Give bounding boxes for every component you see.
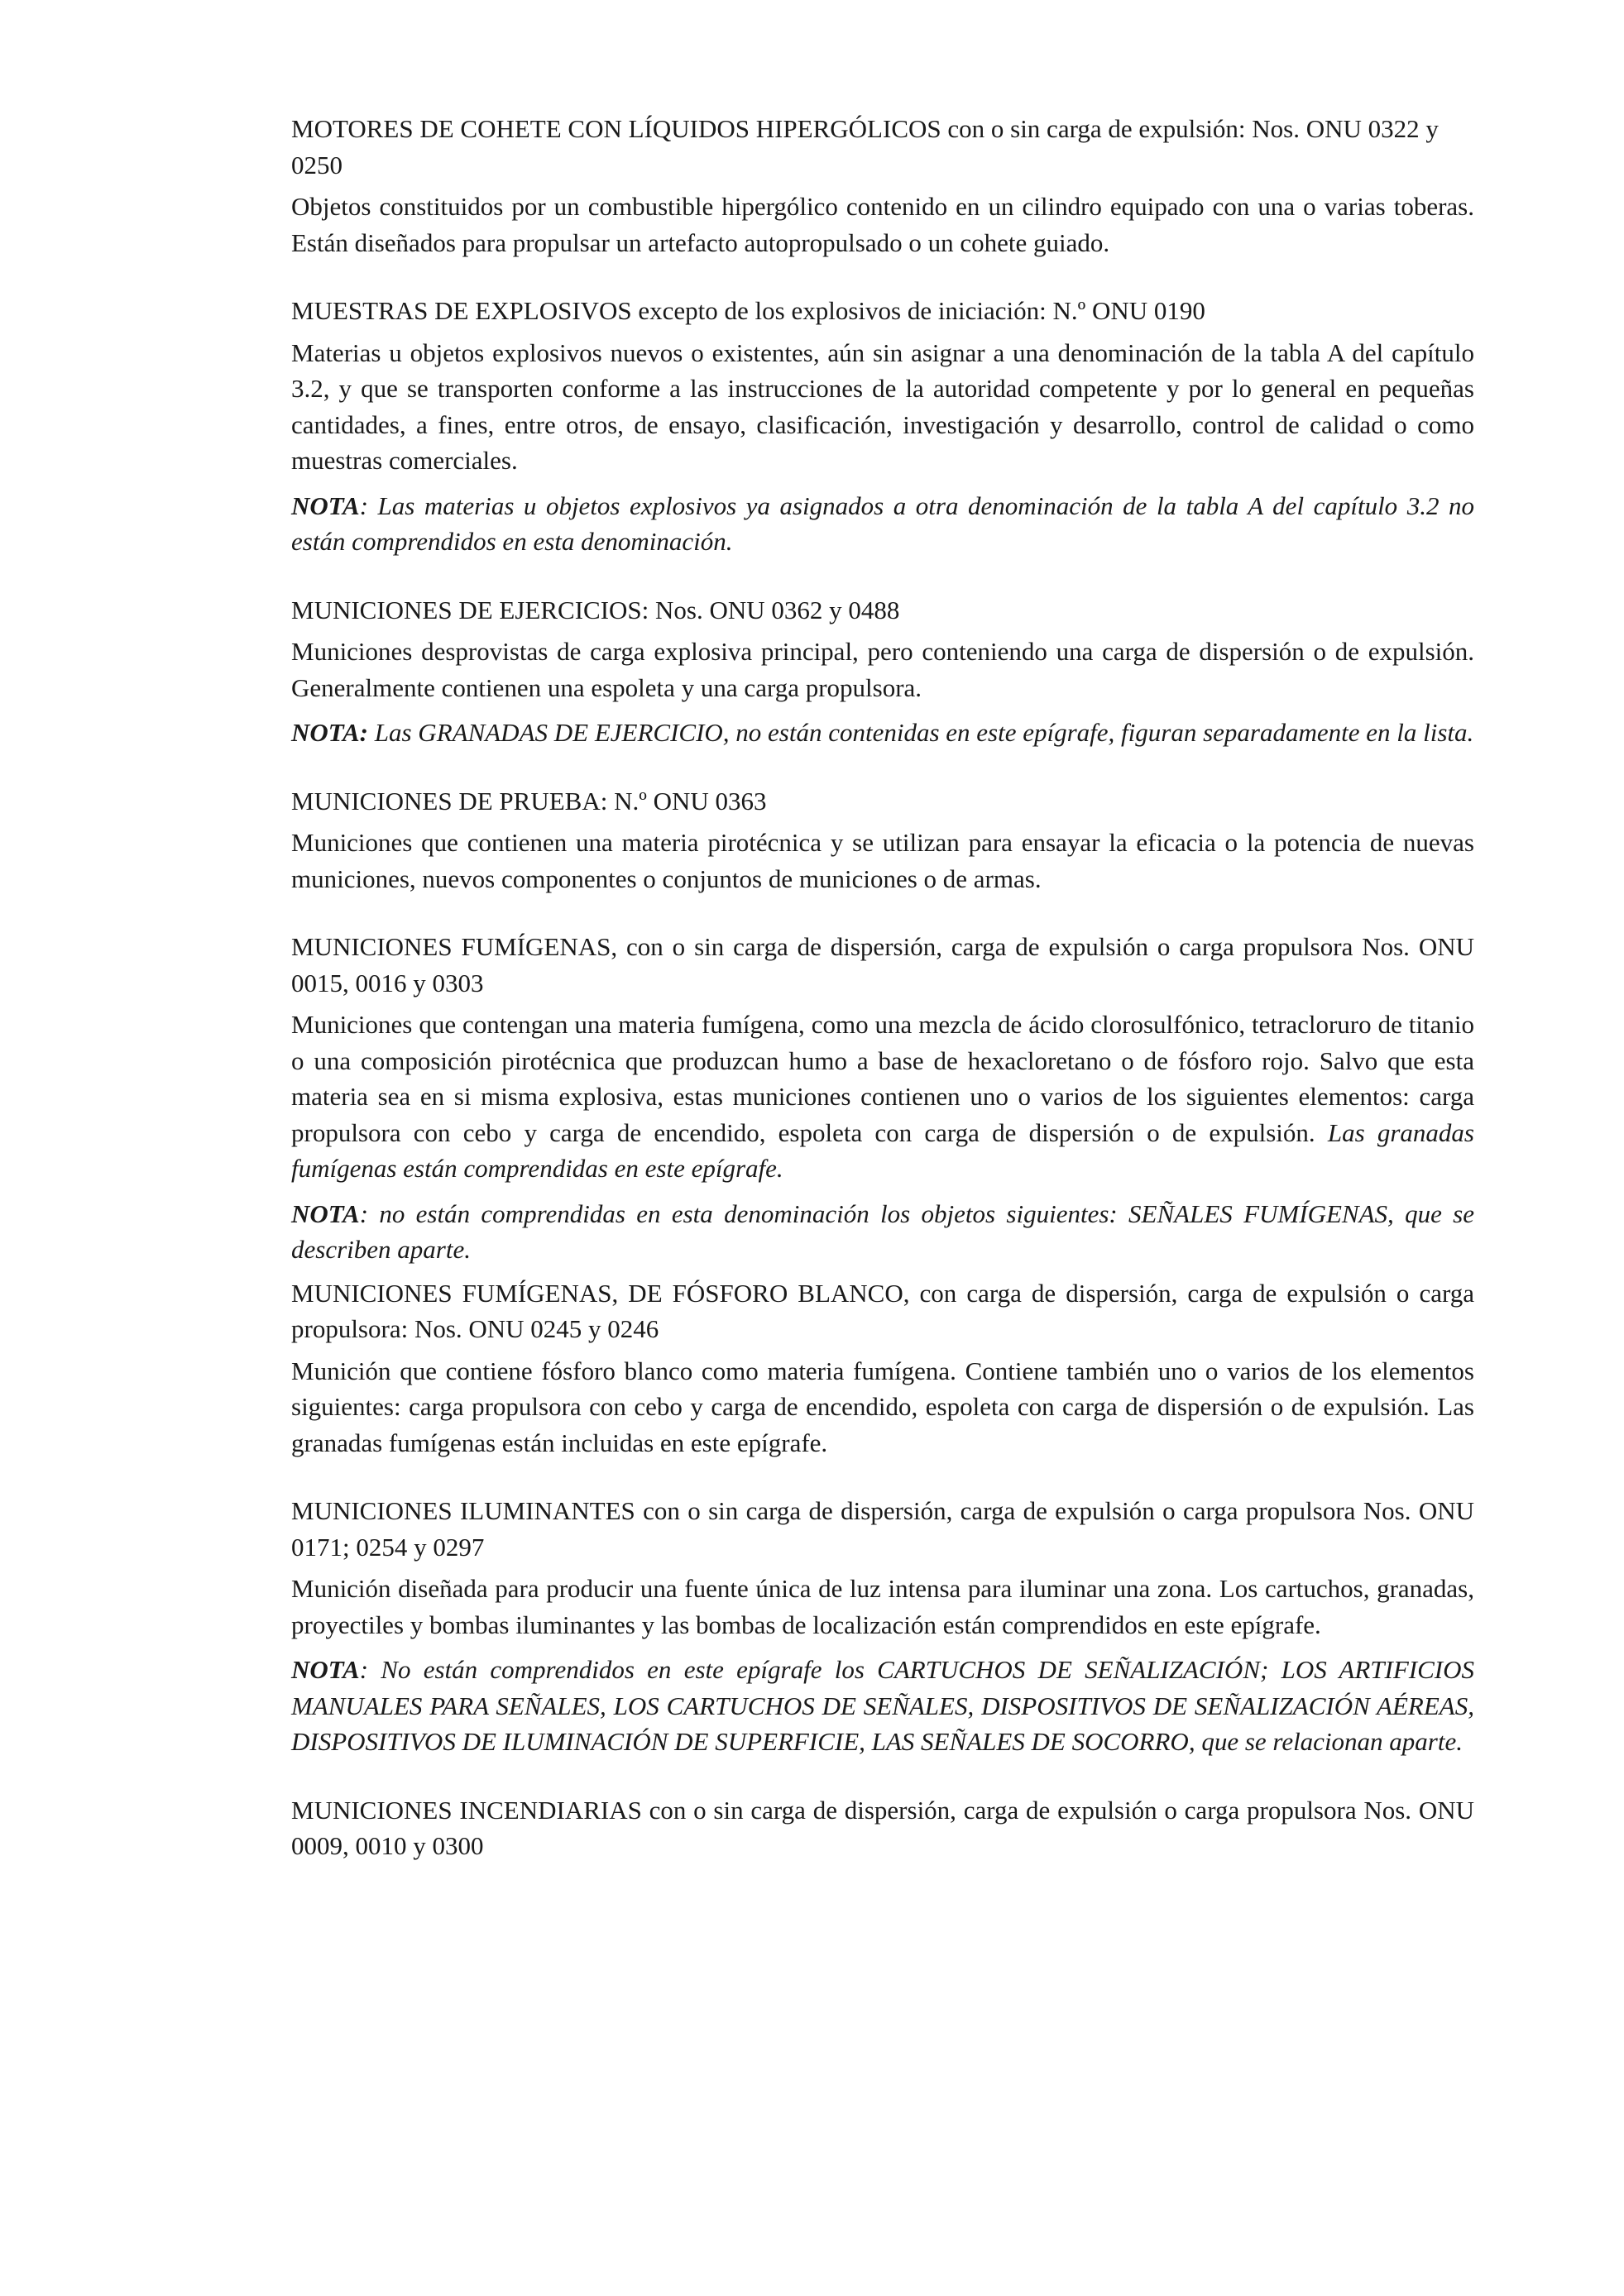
entry-note	[291, 488, 1474, 560]
note-text: : Las materias u objetos explosivos ya asignados a otra denominación de la tabla A del capítulo 3.2 no están comprendidos en esta denominación.	[291, 490, 1474, 556]
document-page	[291, 111, 1474, 1864]
entry-title: MUNICIONES DE PRUEBA: N.º ONU 0363	[291, 786, 767, 816]
entry-title: MUNICIONES FUMÍGENAS, DE FÓSFORO BLANCO, con carga de dispersión, carga de expulsión o carga propulsora: Nos. ONU 0245 y 0246	[291, 1278, 1474, 1343]
entry-title: MUNICIONES DE EJERCICIOS: Nos. ONU 0362 y 0488	[291, 595, 900, 624]
entry-title: MUNICIONES ILUMINANTES con o sin carga de dispersión, carga de expulsión o carga propulsora Nos. ONU 0171; 0254 y 0297	[291, 1496, 1474, 1562]
entry-title: MOTORES DE COHETE CON LÍQUIDOS HIPERGÓLICOS con o sin carga de expulsión: Nos. ONU 0322 y 0250	[291, 114, 1439, 179]
note-text: : no están comprendidas en esta denominación los objetos siguientes: SEÑALES FUMÍGENAS, que se describen aparte.	[291, 1198, 1474, 1264]
entry-description: Munición diseñada para producir una fuente única de luz intensa para iluminar una zona. Los cartuchos, granadas, proyectiles y bombas iluminantes y las bombas de localización están comprendidos en este epígrafe.	[291, 1574, 1474, 1639]
entry-description	[291, 1007, 1474, 1187]
entry-title: MUESTRAS DE EXPLOSIVOS excepto de los explosivos de iniciación: N.º ONU 0190	[291, 296, 1205, 325]
entry-title: MUNICIONES INCENDIARIAS con o sin carga de dispersión, carga de expulsión o carga propulsora Nos. ONU 0009, 0010 y 0300	[291, 1795, 1474, 1860]
entry-title: MUNICIONES FUMÍGENAS, con o sin carga de dispersión, carga de expulsión o carga propulsora Nos. ONU 0015, 0016 y 0303	[291, 932, 1474, 997]
description-italic-text: Las granadas fumígenas están comprendidas en este epígrafe.	[291, 1117, 1474, 1183]
entry-note	[291, 1652, 1474, 1760]
entry-description: Municiones que contienen una materia pirotécnica y se utilizan para ensayar la eficacia o la potencia de nuevas municiones, nuevos componentes o conjuntos de municiones o de armas.	[291, 828, 1474, 893]
entry-note	[291, 715, 1474, 751]
note-text: : No están comprendidos en este epígrafe los CARTUCHOS DE SEÑALIZACIÓN; LOS ARTIFICIOS MANUALES PARA SEÑALES, LOS CARTUCHOS DE SEÑALES, DISPOSITIVOS DE SEÑALIZACIÓN AÉREAS, DISPOSITIVOS DE ILUMINACIÓN DE SUPERFICIE, LAS SEÑALES DE SOCORRO, que se relacionan aparte.	[291, 1655, 1474, 1756]
entry-note	[291, 1196, 1474, 1268]
note-label: NOTA:	[291, 718, 368, 747]
note-label: NOTA	[291, 1198, 360, 1228]
entry-description: Municiones desprovistas de carga explosiva principal, pero conteniendo una carga de dispersión o de expulsión. Generalmente contienen una espoleta y una carga propulsora.	[291, 637, 1474, 702]
entry-description: Munición que contiene fósforo blanco como materia fumígena. Contiene también uno o varios de los elementos siguientes: carga propulsora con cebo y carga de encendido, espoleta con carga de dispersión o de expulsión. Las granadas fumígenas están incluidas en este epígrafe.	[291, 1356, 1474, 1457]
description-text: Municiones que contengan una materia fumígena, como una mezcla de ácido clorosulfónico, tetracloruro de titanio o una composición pirotécnica que produzcan humo a base de hexacloretano o de fósforo rojo. Salvo que esta materia sea en si misma explosiva, estas municiones contienen uno o varios de los siguientes elementos: carga propulsora con cebo y carga de encendido, espoleta con carga de dispersión o de expulsión.	[291, 1010, 1474, 1147]
note-text: Las GRANADAS DE EJERCICIO, no están contenidas en este epígrafe, figuran separadamente en la lista.	[368, 718, 1474, 747]
note-label: NOTA	[291, 490, 360, 520]
entry-description: Objetos constituidos por un combustible hipergólico contenido en un cilindro equipado con una o varias toberas. Están diseñados para propulsar un artefacto autopropulsado o un cohete guiado.	[291, 192, 1474, 257]
note-label: NOTA	[291, 1655, 360, 1684]
entry-description: Materias u objetos explosivos nuevos o existentes, aún sin asignar a una denominación de la tabla A del capítulo 3.2, y que se transporten conforme a las instrucciones de la autoridad competente y por lo general en pequeñas cantidades, a fines, entre otros, de ensayo, clasificación, investigación y desarrollo, control de calidad o como muestras comerciales.	[291, 337, 1474, 475]
